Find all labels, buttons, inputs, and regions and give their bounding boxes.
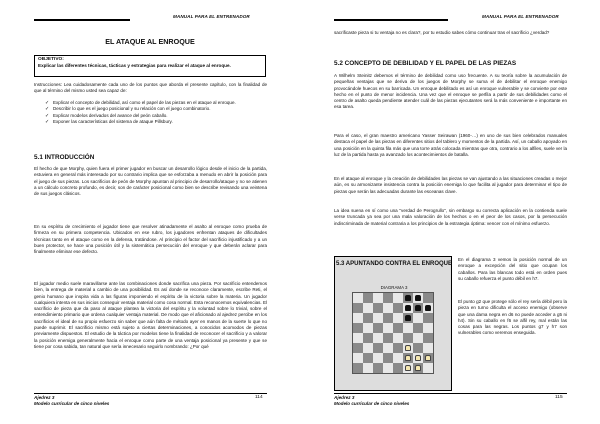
paragraph: Para el caso, el gran maestro americano Yasser Seirawan (1960-…) en uno de sus bien celebrados manuales destaca el papel de las piezas en diferentes sitios del tablero y momentos de la partida. Así, un caballo apoyado en una posición en la quinta fila más que una torre atrás colocada mientras que otra, contrario a los alfiles, suele ver la luz de la partida hasta ya avanzado los acontecimientos de batalla. <box>334 133 567 157</box>
objective-box <box>34 55 266 77</box>
board-square <box>353 363 363 373</box>
page-number: 114 <box>255 395 263 400</box>
box-heading: 5.3 APUNTANDO CONTRA EL ENROQUE <box>335 261 452 267</box>
board-square <box>403 353 413 363</box>
paragraph: El jugador medio suele maravillarse ante las combinaciones donde sacrifica una pieza. Por sacrificio entendemos bien, la entrega de material a cambio de una posibilidad. Es así donde se reconoce claramente, escribe Reti, el genio humano que inspira vida a las figuras imponiendo el espíritu de la victoria sobre la materia. Un jugador cualquiera intenta en sus inicios conseguir ventaja material como cosa normal. Esta reconocemos equivalencias. El sacrificio de pieza que da paso al ataque plantea la victoria del espíritu y la voluntad sobre lo trivial, sobre el entendimiento primario que ordena cualquier ventaja material. De modo que el aficionado al ajedrez percibe en los sacrificios el ideal de su propio esfuerzo sin saber que aún falta de método ayer en manos de la suerte lo que no puede suprimir. El sacrificio mismo está sujeto a ciertas determinaciones, a conocidos acomodos de piezas previamente dispuestos. El estudio de la táctica por modelos tiene la finalidad de reconocer el sacrificio y a valorar la posición enemiga generalmente hacia el enroque como parte de una ventaja posicional ya presente y que se tiene por cosa sabida, tan natural que sería innecesario seguirlo nombrando: ¿Por qué <box>34 281 267 349</box>
board-square <box>363 293 373 303</box>
white-piece-icon <box>405 345 411 351</box>
paragraph: En el ataque al enroque y la creación de debilidades las piezas se van ajustando a las situaciones creadas o mejor aún, es su armonizante insistencia contra la posición enemiga lo que facilita al jugador para determinar el tipo de piezas que serán las adecuadas durante las esceanas clave. <box>334 176 567 194</box>
white-piece-icon <box>415 355 421 361</box>
objectives-checklist <box>45 100 267 125</box>
footer-line-2: Modelo curricular de cinco niveles <box>34 401 110 406</box>
white-piece-icon <box>405 355 411 361</box>
board-square <box>383 303 393 313</box>
footer-line-2: Modelo curricular de cinco niveles <box>334 401 410 406</box>
board-square <box>393 343 403 353</box>
board-square <box>423 303 433 313</box>
board-square <box>423 293 433 303</box>
board-square <box>413 303 423 313</box>
board-square <box>423 333 433 343</box>
board-square <box>383 313 393 323</box>
section-heading: 5.1 INTRODUCCIÓN <box>34 154 95 161</box>
board-square <box>353 343 363 353</box>
board-square <box>423 363 433 373</box>
board-square <box>403 323 413 333</box>
board-square <box>373 303 383 313</box>
board-square <box>383 293 393 303</box>
black-piece-icon <box>415 295 421 301</box>
board-square <box>403 303 413 313</box>
paragraph: En el diagrama 3 vemos la posición normal de un enroque a excepción del sitio que ocupan los caballos. Para las blancas todo está en orden pues su caballo refuerza el punto débil en h7. <box>458 257 567 281</box>
board-square <box>353 323 363 333</box>
board-square <box>393 363 403 373</box>
black-piece-icon <box>405 305 411 311</box>
running-header: MANUAL PARA EL ENTRENADOR <box>173 14 250 19</box>
board-square <box>413 353 423 363</box>
board-square <box>383 353 393 363</box>
right-page <box>300 0 600 424</box>
board-square <box>403 313 413 323</box>
board-square <box>413 293 423 303</box>
board-square <box>413 363 423 373</box>
white-piece-icon <box>425 355 431 361</box>
checklist-item: ✓ Describir lo que es el juego posicional y su relación con el juego combinatorio. <box>45 106 267 112</box>
board-square <box>423 343 433 353</box>
diagram-box <box>334 256 452 391</box>
black-piece-icon <box>425 305 431 311</box>
board-square <box>353 353 363 363</box>
board-square <box>363 323 373 333</box>
board-square <box>373 363 383 373</box>
page-number: 115 <box>555 395 563 400</box>
board-square <box>413 313 423 323</box>
paragraph: sacrificaste pieza si tu ventaja no es clara?, por tu estudio sabes cómo continuar tras el sacrificio ¿verdad? <box>334 30 550 35</box>
instructions-paragraph: Instrucciones: Lea cuidadosamente cada uno de los puntos que aborda el presente capítulo, con la finalidad de que al término del mismo usted sea capaz de: <box>34 82 267 94</box>
checklist-item: ✓ Exponer las características del sistema de ataque Pillsbury. <box>45 119 267 125</box>
board-square <box>393 333 403 343</box>
board-square <box>383 323 393 333</box>
section-heading: 5.2 CONCEPTO DE DEBILIDAD Y EL PAPEL DE LAS PIEZAS <box>334 60 517 67</box>
board-square <box>363 343 373 353</box>
paragraph: La idea suena en sí como una "verdad de Perogrullo", sin embargo su correcta aplicación en la contienda suele verse truncada ya sea por una mala valoración de los hechos o en el peor de los casos, por la persecución indiscriminada de material contraria a los principios de la estrategia óptima: vencer con el mínimo esfuerzo. <box>334 208 567 226</box>
board-square <box>393 313 403 323</box>
board-square <box>393 323 403 333</box>
diagram-label: DIAGRAMA 3 <box>380 285 408 290</box>
paragraph: A Wilhelm Steinitz debemos el término de debilidad como uso frecuente. A su teoría sobre la acumulación de pequeñas ventajas que se deriva de los juegos de Morphy se suma el de debilitar el enroque enemigo provocándole huecos en su barricada. Un enroque debilitado es así un enroque vulnerable y se convierte por este hecho en el punto de menor incidencia. Una vez que el enroque se perfila a partir de sus debilidades como el centro de asalto queda pendiente atender cuál de las piezas ejecutantes será la más conveniente e importante en esa tarea. <box>334 73 567 110</box>
board-square <box>393 303 403 313</box>
running-header: MANUAL PARA EL ENTRENADOR <box>482 14 559 19</box>
paragraph: El punto g2 que protege sólo el rey sería débil pero la pieza en turno dificulta el acceso enemigo (observe que una dama negra en d6 no puede acceder a g5 ni h4). Sin su caballo en f6 se alfil rey, mal están las cosas para las negras. Los puntos g7 y h7 son vulnerables como veremos enseguida. <box>458 299 567 336</box>
board-square <box>413 343 423 353</box>
objective-text: Explicar las diferentes técnicas, tácticas y estrategias para realizar el ataque al enroque. <box>38 63 231 68</box>
board-square <box>373 313 383 323</box>
header-rule <box>334 19 448 21</box>
paragraph: En su espíritu de crecimiento el jugador tiene que resolver atinadamente el asalto al enroque como prueba de firmeza en su primera competencia. Ubicados en ese rubro, los jugadores enfrentan ataques de dificultades técnicas tanto en el ataque como en la defensa, tratándose. Al principio el factor del sacrificio injustificado y a un buen protector, se hace una posición útil y la sistemática persecución del enroque y que deberán aclarar para finalmente eliminar ese defecto. <box>34 224 267 255</box>
black-piece-icon <box>405 315 411 321</box>
checklist-item: ✓ Explicar modelos derivados del avance del peón caballo. <box>45 113 267 119</box>
paragraph: El hecho de que Morphy, quien fuera el primer jugador en buscar un desarrollo lógico desde el inicio de la partida, estuviera en general más interesado por su contrario implica que se esforzaba a menudo en abrir la posición para el juego de sus piezas. Los sacrificios de peón de Morphy apuntan al principio de desarrollo/ataque y no se atienen a un cálculo concreto profundo, es decir, son de carácter posicional como bien se describe revisando una veintena de sus juegos clásicos. <box>34 166 267 197</box>
checklist-item: ✓ Explicar el concepto de debilidad, así como el papel de las piezas en el ataque al enroque. <box>45 100 267 106</box>
board-square <box>353 313 363 323</box>
board-square <box>363 363 373 373</box>
board-square <box>403 333 413 343</box>
board-square <box>383 363 393 373</box>
chapter-title: EL ATAQUE AL ENROQUE <box>105 37 195 46</box>
board-square <box>363 313 373 323</box>
board-square <box>373 323 383 333</box>
footer-rule <box>334 393 567 394</box>
board-square <box>403 293 413 303</box>
board-square <box>363 333 373 343</box>
black-piece-icon <box>405 295 411 301</box>
board-square <box>363 353 373 363</box>
board-square <box>383 333 393 343</box>
chess-board <box>352 292 434 374</box>
footer-line-1: Ajedrez 3 <box>34 395 55 400</box>
board-square <box>363 303 373 313</box>
board-square <box>413 323 423 333</box>
board-square <box>393 293 403 303</box>
objective-label: OBJETIVO: <box>38 57 64 62</box>
board-square <box>373 343 383 353</box>
white-piece-icon <box>415 365 421 371</box>
board-square <box>403 363 413 373</box>
board-square <box>423 353 433 363</box>
footer-line-1: Ajedrez 3 <box>334 395 355 400</box>
board-square <box>353 333 363 343</box>
board-square <box>423 313 433 323</box>
black-piece-icon <box>415 305 421 311</box>
white-piece-icon <box>405 365 411 371</box>
board-square <box>413 333 423 343</box>
board-square <box>373 333 383 343</box>
board-square <box>353 303 363 313</box>
board-square <box>373 293 383 303</box>
footer-rule <box>34 393 267 394</box>
header-rule <box>34 19 130 21</box>
board-square <box>383 343 393 353</box>
board-square <box>403 343 413 353</box>
board-square <box>393 353 403 363</box>
board-square <box>373 353 383 363</box>
board-square <box>353 293 363 303</box>
board-square <box>423 323 433 333</box>
